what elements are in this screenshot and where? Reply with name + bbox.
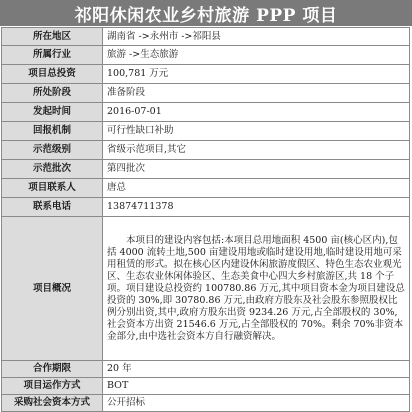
- table-row: [2, 179, 410, 198]
- label-stage: 所处阶段: [2, 84, 103, 103]
- label-region: 所在地区: [2, 28, 103, 46]
- table-row: [2, 122, 410, 141]
- table-row: [2, 160, 410, 179]
- value-return-mechanism: 可行性缺口补助: [103, 122, 410, 141]
- label-contact-person: 项目联系人: [2, 179, 103, 198]
- value-contact-person: 唐总: [103, 179, 410, 198]
- value-region: 湖南省 ->永州市 ->祁阳县: [103, 28, 410, 46]
- label-overview: 项目概况: [2, 217, 103, 361]
- value-overview: 本项目的建设内容包括:本项目总用地面积 4500 亩(核心区内),包括 4000 流转土地,500 亩建设用地或临时建设用地,临时建设用地可采用租赁的形式。拟在核心区内建设休闲旅游度假区、特色生态农业观光区、生态农业休闲体验区、生态美食中心四大乡村旅游区,共 18 个子项。项目建设总投资约 100780.86 万元,其中项目资本金为项目建设总投资的 30%,即 30780.86 万元,由政府方股东及社会股东参照股权比例分别出资,其中,政府方股东出资 9234.26 万元,占全部股权的 30%,社会资本方出资 21546.6 万元,占全部股权的 70%。剩余 70%非资本金部分,由中选社会资本方自行融资解决。: [103, 217, 410, 361]
- label-demo-level: 示范级别: [2, 141, 103, 160]
- label-operation-mode: 项目运作方式: [2, 378, 103, 395]
- value-operation-mode: BOT: [103, 378, 410, 395]
- label-procurement-method: 采购社会资本方式: [2, 395, 103, 412]
- title-bar: [0, 0, 412, 26]
- table-row: [2, 84, 410, 103]
- value-start-date: 2016-07-01: [103, 103, 410, 122]
- table-row: [2, 28, 410, 46]
- project-info-table: [1, 27, 410, 412]
- value-total-investment: 100,781 万元: [103, 65, 410, 84]
- table-row: [2, 361, 410, 378]
- label-phone: 联系电话: [2, 198, 103, 217]
- value-cooperation-period: 20 年: [103, 361, 410, 378]
- value-stage: 准备阶段: [103, 84, 410, 103]
- table-row: [2, 65, 410, 84]
- value-procurement-method: 公开招标: [103, 395, 410, 412]
- table-row: [2, 103, 410, 122]
- label-return-mechanism: 回报机制: [2, 122, 103, 141]
- table-row: [2, 378, 410, 395]
- value-phone: 13874711378: [103, 198, 410, 217]
- table-row: [2, 198, 410, 217]
- table-row: [2, 395, 410, 412]
- label-industry: 所属行业: [2, 46, 103, 65]
- value-demo-level: 省级示范项目,其它: [103, 141, 410, 160]
- value-industry: 旅游 ->生态旅游: [103, 46, 410, 65]
- table-row: [2, 46, 410, 65]
- page-title: 祁阳休闲农业乡村旅游 PPP 项目: [74, 5, 338, 26]
- label-demo-batch: 示范批次: [2, 160, 103, 179]
- value-demo-batch: 第四批次: [103, 160, 410, 179]
- label-start-date: 发起时间: [2, 103, 103, 122]
- label-total-investment: 项目总投资: [2, 65, 103, 84]
- table-row: [2, 141, 410, 160]
- label-cooperation-period: 合作期限: [2, 361, 103, 378]
- table-row: [2, 217, 410, 361]
